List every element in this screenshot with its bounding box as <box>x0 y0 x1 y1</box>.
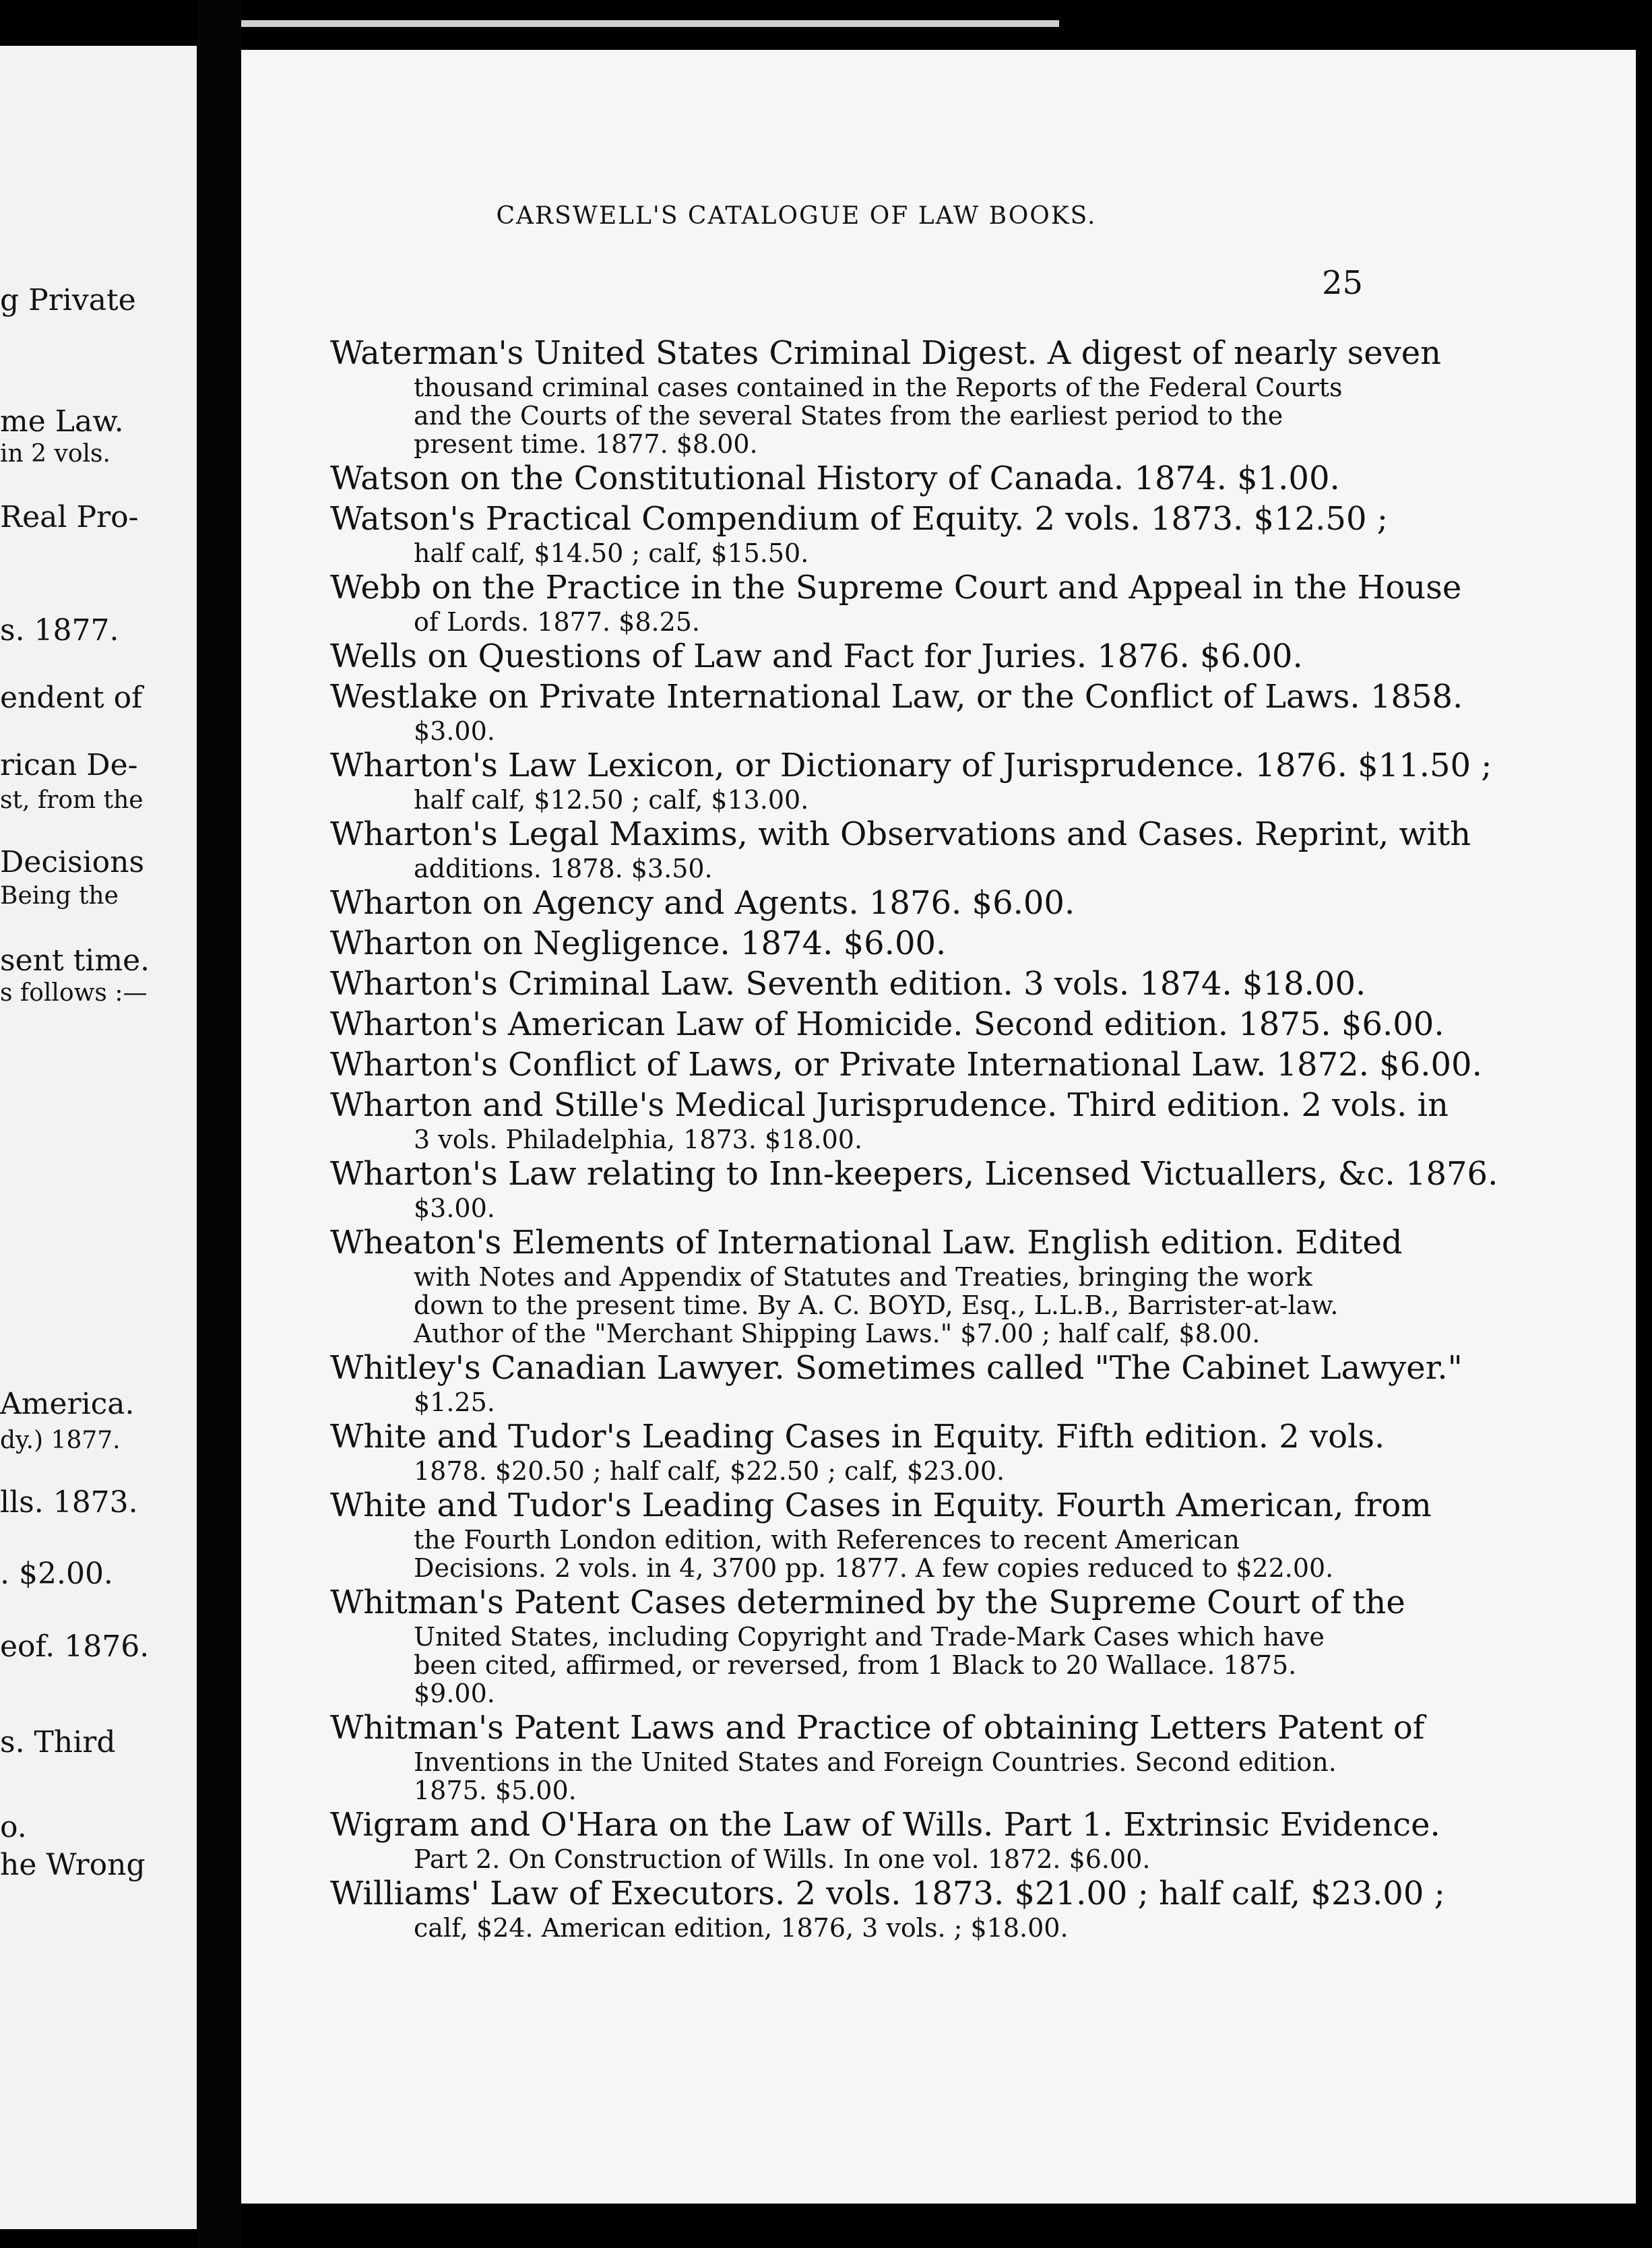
left-page-text: sent time. <box>0 943 150 978</box>
catalogue-entry <box>330 1708 1425 1805</box>
entry-title: Wharton's Law relating to Inn-keepers, Licensed Victuallers, &c. 1876. <box>330 1155 1498 1193</box>
entry-title: Wharton and Stille's Medical Jurisprudence. Third edition. 2 vols. in <box>330 1086 1449 1124</box>
catalogue-entry <box>330 1582 1405 1708</box>
catalogue-entry <box>330 964 1368 1004</box>
catalogue-entry <box>330 1044 1482 1085</box>
entry-title: Wigram and O'Hara on the Law of Wills. Part 1. Extrinsic Evidence. <box>330 1806 1440 1844</box>
left-page-text: Being the <box>0 882 119 910</box>
entry-details: the Fourth London edition, with References to recent American Decisions. 2 vols. in 4, 3700 pp. 1877. A few copies reduced to $22.00. <box>414 1525 1334 1583</box>
left-page-text: o. <box>0 1810 27 1844</box>
catalogue-entry <box>330 1222 1403 1348</box>
entry-title: Whitley's Canadian Lawyer. Sometimes called "The Cabinet Lawyer." <box>330 1349 1463 1387</box>
catalogue-entry <box>330 745 1492 815</box>
entry-title: Wells on Questions of Law and Fact for Juries. 1876. $6.00. <box>330 637 1303 675</box>
entry-title: Wharton's Law Lexicon, or Dictionary of Jurisprudence. 1876. $11.50 ; <box>330 747 1492 784</box>
entry-details: 1878. $20.50 ; half calf, $22.50 ; calf, $23.00. <box>414 1456 1005 1486</box>
entry-title: Wharton's Conflict of Laws, or Private International Law. 1872. $6.00. <box>330 1046 1482 1084</box>
catalogue-entry <box>330 923 1368 964</box>
entry-title: Webb on the Practice in the Supreme Court and Appeal in the House <box>330 569 1462 606</box>
left-page-text: Real Pro- <box>0 500 139 534</box>
entry-details: thousand criminal cases contained in the Reports of the Federal Courts and the Courts of the several States from the earliest period to the present time. 1877. $8.00. <box>414 373 1343 459</box>
entry-title: Wharton on Negligence. 1874. $6.00. <box>330 925 947 962</box>
left-page-text: s follows :— <box>0 979 148 1007</box>
catalogue-entry <box>330 1416 1385 1486</box>
left-page-text: he Wrong <box>0 1848 146 1882</box>
catalogue-entry <box>330 1873 1445 1943</box>
left-page-text: lls. 1873. <box>0 1485 138 1520</box>
catalogue-entry <box>330 1348 1463 1417</box>
entry-title: Watson's Practical Compendium of Equity. 2 vols. 1873. $12.50 ; <box>330 500 1388 538</box>
left-page-text: g Private <box>0 283 136 317</box>
catalogue-entry <box>330 636 1368 677</box>
entry-details: $3.00. <box>414 716 495 746</box>
page-number: 25 <box>1322 264 1364 302</box>
entry-title: Wharton's Criminal Law. Seventh edition. 3 vols. 1874. $18.00. <box>330 965 1366 1003</box>
entry-details: calf, $24. American edition, 1876, 3 vols. ; $18.00. <box>414 1913 1069 1943</box>
left-page-text: s. 1877. <box>0 613 119 648</box>
entry-details: of Lords. 1877. $8.25. <box>414 607 701 637</box>
catalogue-entry <box>330 677 1463 746</box>
catalogue-entry <box>330 1485 1432 1583</box>
catalogue-entry <box>330 1004 1444 1044</box>
left-page-text: in 2 vols. <box>0 440 110 468</box>
scan-edge <box>241 20 1059 27</box>
entry-details: $1.25. <box>414 1387 495 1417</box>
left-page-text: America. <box>0 1387 135 1421</box>
left-page-fragment <box>0 46 197 2229</box>
entry-details: half calf, $14.50 ; calf, $15.50. <box>414 538 809 568</box>
entry-details: United States, including Copyright and Trade-Mark Cases which have been cited, affirmed, or reversed, from 1 Black to 20 Wallace. 1875. $9.00. <box>414 1622 1325 1708</box>
left-page-text: s. Third <box>0 1725 116 1759</box>
entry-title: Whitman's Patent Cases determined by the Supreme Court of the <box>330 1584 1405 1621</box>
entry-title: Westlake on Private International Law, or the Conflict of Laws. 1858. <box>330 678 1463 716</box>
entry-details: additions. 1878. $3.50. <box>414 854 713 883</box>
entry-details: half calf, $12.50 ; calf, $13.00. <box>414 785 809 815</box>
left-page-text: rican De- <box>0 748 138 782</box>
entry-title: Wharton on Agency and Agents. 1876. $6.00. <box>330 884 1075 922</box>
entry-details: 3 vols. Philadelphia, 1873. $18.00. <box>414 1125 863 1154</box>
catalogue-entry <box>330 1085 1449 1154</box>
catalogue-entry <box>330 333 1442 459</box>
left-page-text: st, from the <box>0 786 144 814</box>
entry-details: Part 2. On Construction of Wills. In one vol. 1872. $6.00. <box>414 1844 1151 1874</box>
left-page-text: me Law. <box>0 404 124 439</box>
left-page-text: dy.) 1877. <box>0 1427 121 1454</box>
catalogue-entry <box>330 458 1368 499</box>
entry-title: Williams' Law of Executors. 2 vols. 1873. $21.00 ; half calf, $23.00 ; <box>330 1875 1445 1912</box>
catalogue-entries <box>330 333 1498 1943</box>
catalogue-entry <box>330 1805 1440 1874</box>
catalogue-entry <box>330 814 1471 883</box>
entry-title: Wheaton's Elements of International Law. English edition. Edited <box>330 1224 1403 1261</box>
left-page-text: endent of <box>0 681 143 715</box>
entry-title: Wharton's Legal Maxims, with Observations and Cases. Reprint, with <box>330 815 1471 853</box>
catalogue-entry <box>330 499 1388 568</box>
entry-title: Waterman's United States Criminal Digest. A digest of nearly seven <box>330 334 1442 372</box>
left-page-text: . $2.00. <box>0 1557 113 1591</box>
catalogue-entry <box>330 1154 1498 1223</box>
catalogue-entry <box>330 567 1462 637</box>
left-page-text: Decisions <box>0 845 145 879</box>
left-page-text: eof. 1876. <box>0 1629 150 1664</box>
entry-title: Wharton's American Law of Homicide. Second edition. 1875. $6.00. <box>330 1005 1444 1043</box>
entry-title: Watson on the Constitutional History of Canada. 1874. $1.00. <box>330 460 1340 497</box>
book-gutter <box>197 0 241 2248</box>
entry-title: White and Tudor's Leading Cases in Equity. Fourth American, from <box>330 1487 1432 1524</box>
entry-details: with Notes and Appendix of Statutes and Treaties, bringing the work down to the present time. By A. C. BOYD, Esq., L.L.B., Barrister-at-law. Author of the "Merchant Shipping Laws." $7.00 ; half calf, $8.00. <box>414 1262 1339 1348</box>
entry-details: $3.00. <box>414 1193 495 1223</box>
entry-details: Inventions in the United States and Foreign Countries. Second edition. 1875. $5.00. <box>414 1747 1337 1805</box>
entry-title: Whitman's Patent Laws and Practice of obtaining Letters Patent of <box>330 1709 1425 1747</box>
running-header: CARSWELL'S CATALOGUE OF LAW BOOKS. <box>496 202 1097 230</box>
catalogue-entry <box>330 883 1368 923</box>
entry-title: White and Tudor's Leading Cases in Equity. Fifth edition. 2 vols. <box>330 1418 1385 1456</box>
